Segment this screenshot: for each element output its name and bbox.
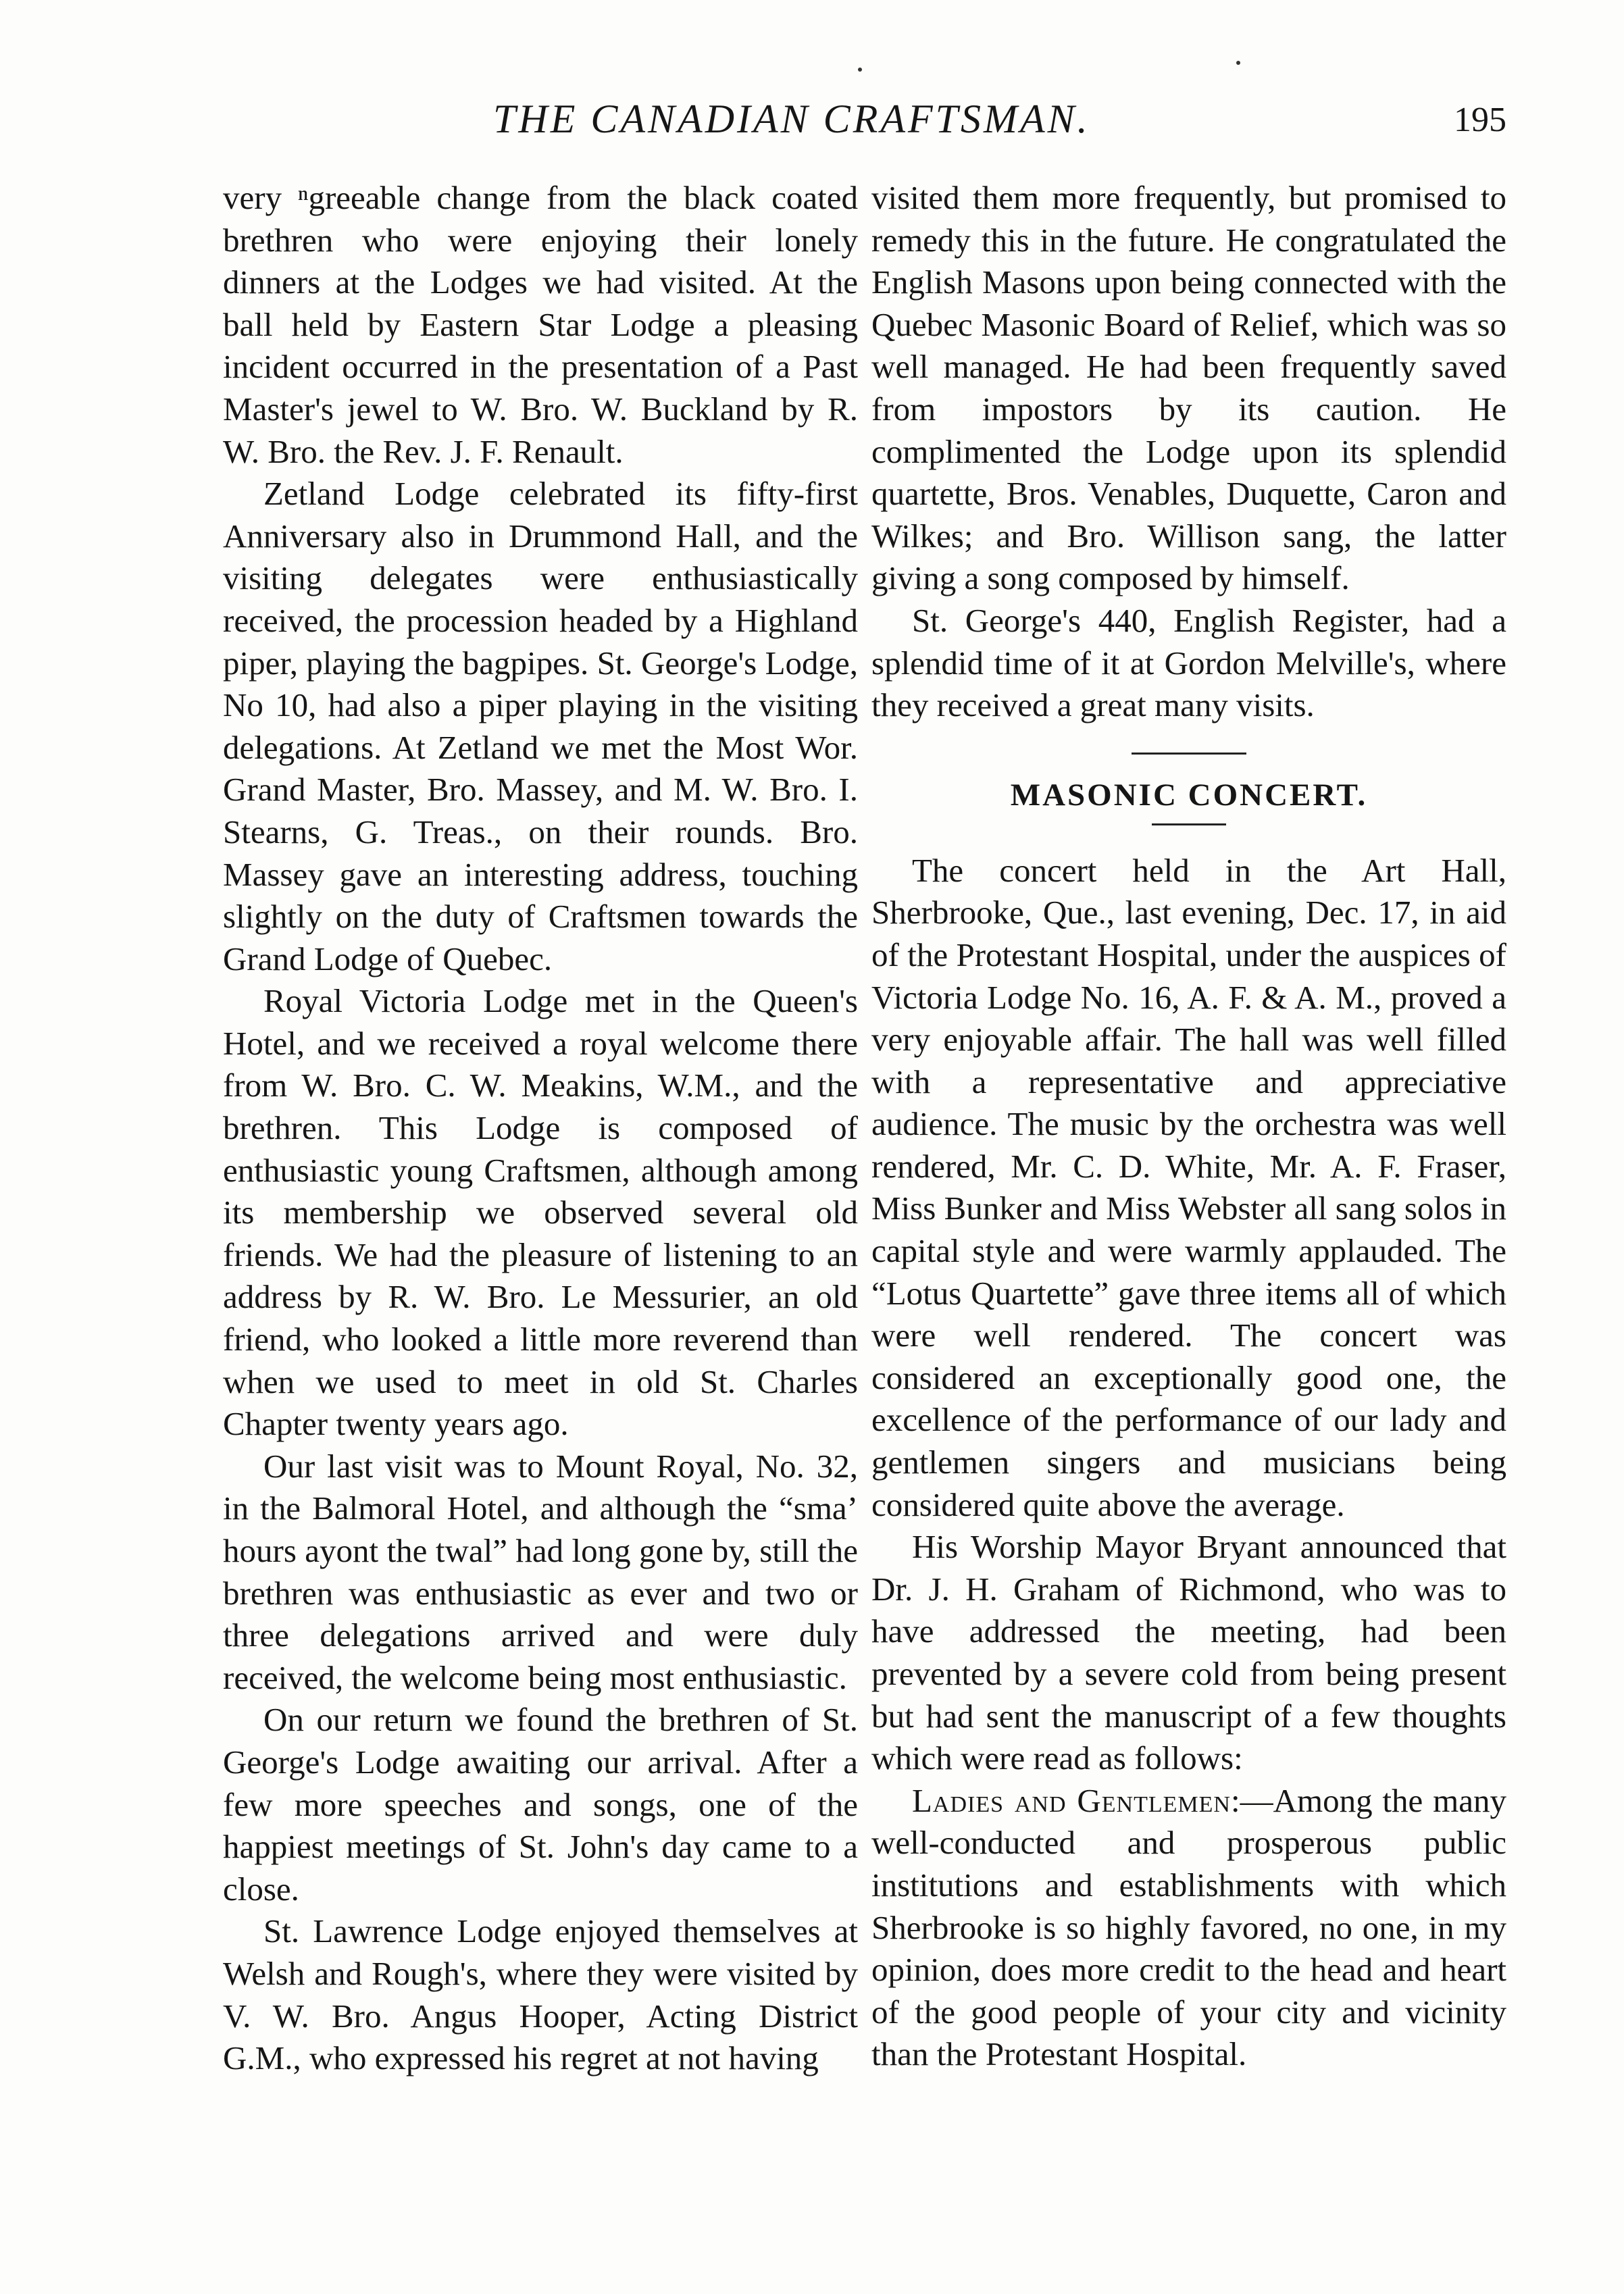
paragraph: Our last visit was to Mount Royal, No. 32, in the Balmoral Hotel, and although the “sma’ hours ayont the twal” had long gone by, still the brethren was enthusiastic as ever and two or three delegations arrived and were duly received, the welcome being most enthusiastic. <box>223 1447 858 1696</box>
page-number: 195 <box>1454 101 1506 139</box>
paragraph: St. George's 440, English Register, had a splendid time of it at Gordon Melville's, where they received a great many visits. <box>871 601 1506 724</box>
paragraph: visited them more frequently, but promised to remedy this in the future. He congratulated the English Masons upon being connected with the Quebec Masonic Board of Relief, which was so well managed. He had been frequently saved from impostors by its caution. He complimented the Lodge upon its splendid quartette, Bros. Venables, Duquette, Caron and Wilkes; and Bro. Willison sang, the latter giving a song composed by himself. <box>871 179 1506 597</box>
paragraph: very ⁿgreeable change from the black coated brethren who were enjoying their lonely dinners at the Lodges we had visited. At the ball held by Eastern Star Lodge a pleasing incident occurred in the presentation of a Past Master's jewel to W. Bro. W. Buckland by R. W. Bro. the Rev. J. F. Renault. <box>223 179 858 470</box>
paragraph <box>871 1780 1506 2076</box>
print-speck <box>1236 61 1240 65</box>
paragraph: St. Lawrence Lodge enjoyed themselves at Welsh and Rough's, where they were visited by V. W. Bro. Angus Hooper, Acting District G.M., who expressed his regret at not having <box>223 1912 858 2077</box>
heading-underline <box>1152 823 1226 825</box>
salutation: Ladies and Gentlemen <box>912 1781 1231 1819</box>
running-title: THE CANADIAN CRAFTSMAN. <box>493 97 1090 141</box>
salutation-text: :—Among the many well-conducted and prosperous public institutions and establishments with which Sherbrooke is so highly favored, no one, in my opinion, does more credit to the head and heart of the good people of your city and vicinity than the Protestant Hospital. <box>871 1781 1506 2073</box>
paragraph: The concert held in the Art Hall, Sherbrooke, Que., last evening, Dec. 17, in aid of the Protestant Hospital, under the auspices of Victoria Lodge No. 16, A. F. & A. M., proved a very enjoyable affair. The hall was well filled with a representative and appreciative audience. The music by the orchestra was well rendered, Mr. C. D. White, Mr. A. F. Fraser, Miss Bunker and Miss Webster all sang solos in capital style and were warmly applauded. The “Lotus Quartette” gave three items all of which were well rendered. The concert was considered an exceptionally good one, the excellence of the performance of our lady and gentlemen singers and musicians being considered quite above the average. <box>871 851 1506 1523</box>
paragraph: Royal Victoria Lodge met in the Queen's Hotel, and we received a royal welcome there from W. Bro. C. W. Meakins, W.M., and the brethren. This Lodge is composed of enthusiastic young Craftsmen, although among its membership we observed several old friends. We had the pleasure of listening to an address by R. W. Bro. Le Messurier, an old friend, who looked a little more reverend than when we used to meet in old St. Charles Chapter twenty years ago. <box>223 982 858 1443</box>
paragraph: Zetland Lodge celebrated its fifty-first Anniversary also in Drummond Hall, and the visiting delegates were enthusiastically received, the procession headed by a Highland piper, playing the bagpipes. St. George's Lodge, No 10, had also a piper playing in the visiting delegations. At Zetland we met the Most Wor. Grand Master, Bro. Massey, and M. W. Bro. I. Stearns, G. Treas., on their rounds. Bro. Massey gave an interesting address, touching slightly on the duty of Craftsmen towards the Grand Lodge of Quebec. <box>223 475 858 977</box>
paragraph: On our return we found the brethren of St. George's Lodge awaiting our arrival. After a few more speeches and songs, one of the happiest meetings of St. John's day came to a close. <box>223 1701 858 1908</box>
section-heading: MASONIC CONCERT. <box>1010 777 1368 813</box>
print-speck <box>858 68 862 72</box>
left-column <box>223 177 858 2080</box>
paragraph: His Worship Mayor Bryant announced that Dr. J. H. Graham of Richmond, who was to have addressed the meeting, had been prevented by a severe cold from being present but had sent the manuscript of a few thoughts which were read as follows: <box>871 1528 1506 1777</box>
page-header <box>223 96 1506 150</box>
right-column <box>871 177 1506 2076</box>
section-divider <box>1132 753 1246 755</box>
